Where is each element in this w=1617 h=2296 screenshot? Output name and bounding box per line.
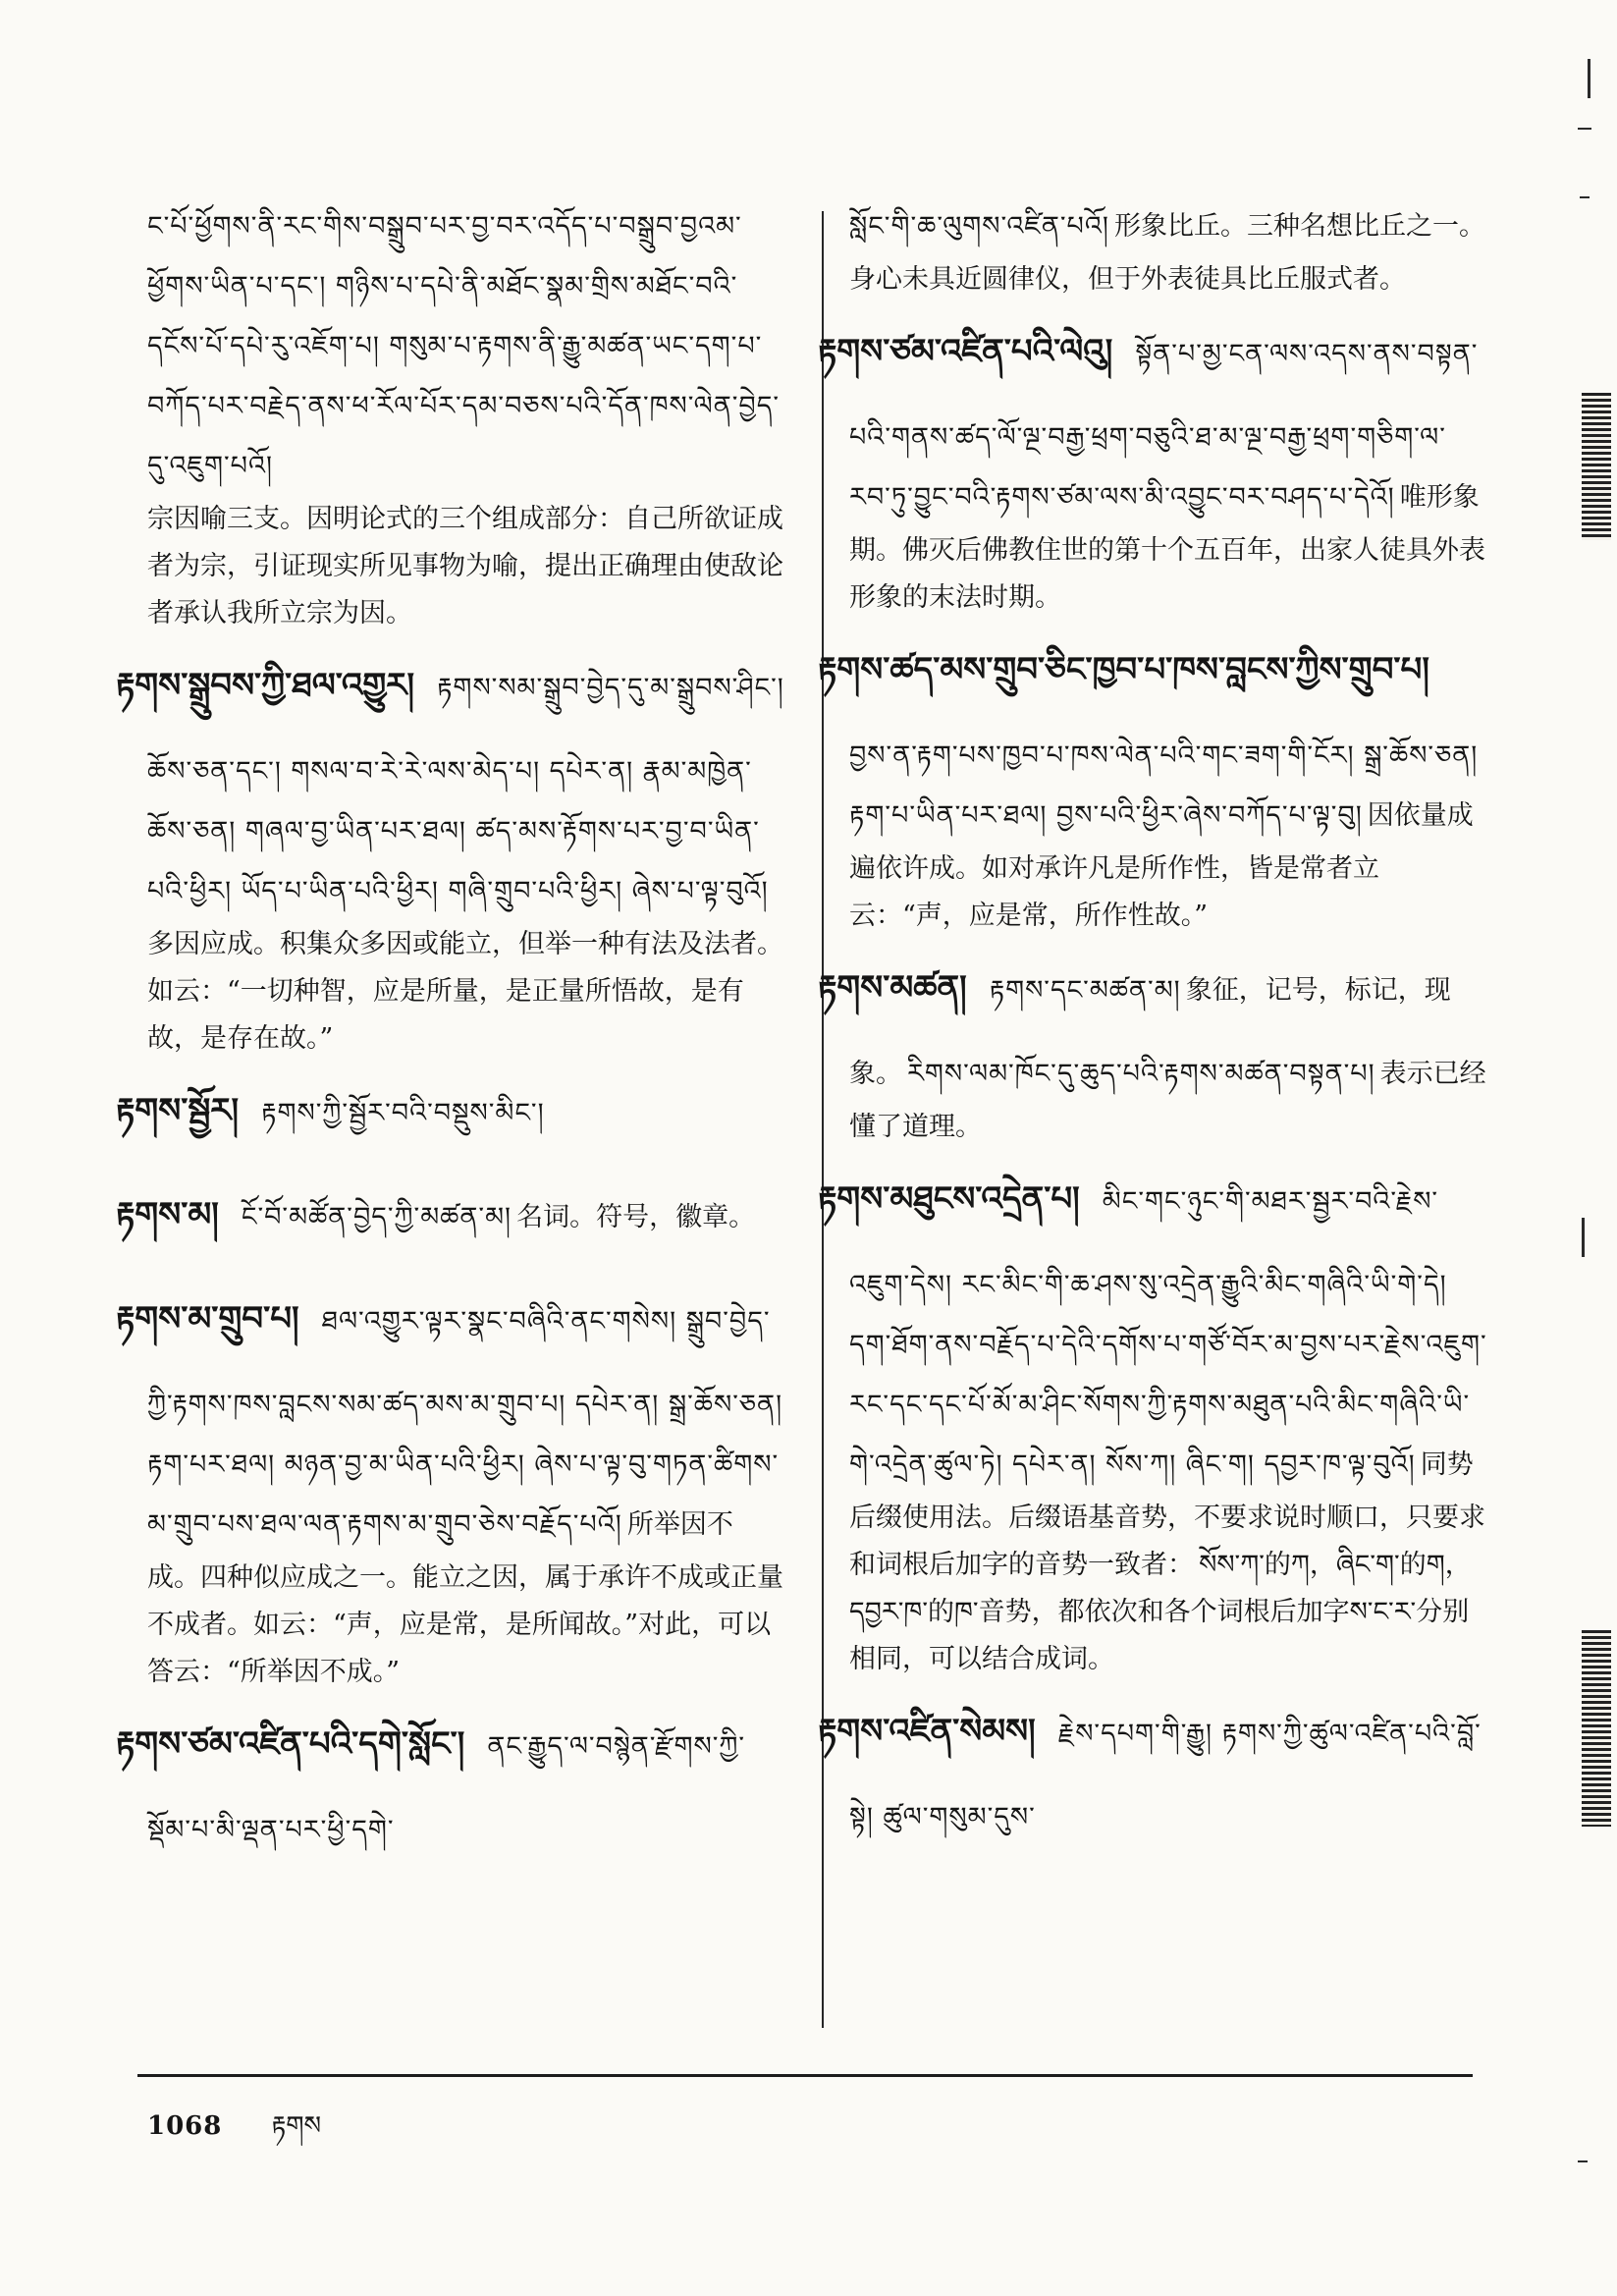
- chinese-definition: 因依量成遍依许成。如对承许凡是所作性，皆是常者立云：“声，应是常，所作性故。”: [849, 800, 1474, 931]
- entry: [116, 1072, 785, 1167]
- headword: རྟགས་ཚད་མས་གྲུབ་ཅིང་ཁྱབ་པ་ཁས་བླངས་ཀྱིས་གྲུབ་པ།: [818, 650, 1429, 689]
- entry: [818, 950, 1487, 1151]
- chinese-definition: 唯形象期。佛灭后佛教住世的第十个五百年，出家人徒具外表形象的末法时期。: [849, 482, 1485, 613]
- entry: [116, 647, 785, 1063]
- entry: [818, 1161, 1487, 1683]
- entry-continuation: [849, 196, 1487, 303]
- chinese-definition: 同势后缀使用法。后缀语基音势，不要求说时顺口，只要求和词根后加字的音势一致者：: [849, 1449, 1485, 1580]
- entry: [116, 1176, 785, 1271]
- chinese-definition: 名词。符号，徽章。: [516, 1202, 756, 1232]
- headword: རྟགས་འཛིན་སེམས།: [818, 1712, 1036, 1751]
- tibetan-definition: རྗེས་དཔག་གི་རྒྱུ། རྟགས་ཀྱི་ཚུལ་འཛིན་པའི་བློ་སྟེ། ཚུལ་གསུམ་དུས་: [849, 1719, 1482, 1832]
- chinese-definition: 形象比丘。三种名想比丘之一。身心未具近圆律仪，但于外表徒具比丘服式者。: [849, 211, 1485, 295]
- tibetan-text: སློང་གི་ཆ་ལུགས་འཛིན་པའོ།: [849, 211, 1109, 242]
- right-column: [818, 196, 1487, 1857]
- headword: རྟགས་སྦྱོར།: [116, 1091, 240, 1130]
- tibetan-definition: ཐལ་འགྱུར་ལྟར་སྣང་བཞིའི་ནང་གསེས། སྒྲུབ་བྱེད་ཀྱི་རྟགས་ཁས་བླངས་སམ་ཚད་མས་མ་གྲུབ་པ། དཔེར་ན། སྒྲ་ཆོས་ཅན། རྟག་པར་ཐལ། མཉན་བྱ་མ་ཡིན་པའི་ཕྱིར། ཞེས་པ་ལྟ་བུ་གཏན་ཚིགས་མ་གྲུབ་པས་ཐལ་ལན་རྟགས་མ་གྲུབ་ཅེས་བརྗོད་པའོ།: [147, 1306, 783, 1540]
- tibetan-definition: ནང་རྒྱུད་ལ་བསྙེན་རྫོགས་ཀྱི་སྡོམ་པ་མི་ལྡན་པར་ཕྱི་དགེ་: [147, 1731, 746, 1845]
- headword: རྟགས་ཙམ་འཛིན་པའི་དགེ་སློང་།: [116, 1724, 465, 1764]
- page-number: 1068: [147, 2111, 223, 2141]
- tibetan-definition: རྟགས་ཀྱི་སྦྱོར་བའི་བསྡུས་མིང་།: [261, 1098, 545, 1128]
- tibetan-example: རིགས་ལམ་ཁོང་དུ་ཆུད་པའི་རྟགས་མཚན་བསྟན་པ།: [907, 1059, 1375, 1089]
- tibetan-definition: རྟགས་སམ་སྒྲུབ་བྱེད་དུ་མ་སྒྲུབས་ཤིང་། ཆོས་ཅན་དང་། གསལ་བ་རེ་རེ་ལས་མེད་པ། དཔེར་ན། རྣམ་མཁྱེན་ཆོས་ཅན། གཞལ་བྱ་ཡིན་པར་ཐལ། ཚད་མས་རྟོགས་པར་བྱ་བ་ཡིན་པའི་ཕྱིར། ཡོད་པ་ཡིན་པའི་ཕྱིར། གཞི་གྲུབ་པའི་ཕྱིར། ཞེས་པ་ལྟ་བུའོ།: [147, 673, 784, 906]
- tibetan-definition: རྟགས་དང་མཚན་མ།: [989, 975, 1181, 1006]
- chinese-definition: 多因应成。积集众多因或能立，但举一种有法及法者。如云：“一切种智，应是所量，是正量所悟故，是有故，是存在故。”: [147, 929, 783, 1054]
- scan-margin-marks: [1558, 0, 1617, 2296]
- footer-rule: [137, 2074, 1473, 2077]
- entry: [818, 313, 1487, 622]
- chinese-definition: 所举因不成。四种似应成之一。能立之因，属于承许不成或正量不成者。如云：“声，应是常，是所闻故。”对此，可以答云：“所举因不成。”: [147, 1509, 783, 1687]
- chinese-definition: 象征，记号，标记，现象。: [849, 975, 1451, 1089]
- chinese-example: 表示已经懂了道理。: [849, 1059, 1486, 1142]
- tibetan-definition: སྟོན་པ་མྱ་ངན་ལས་འདས་ནས་བསྟན་པའི་གནས་ཚད་ལོ་ལྔ་བརྒྱ་ཕྲག་བཅུའི་ཐ་མ་ལྔ་བརྒྱ་ཕྲག་གཅིག་ལ་རབ་ཏུ་བྱུང་བའི་རྟགས་ཙམ་ལས་མི་འབྱུང་བར་བཤད་པ་དེའོ།: [849, 339, 1479, 513]
- headword: རྟགས་མཚན།: [818, 968, 967, 1008]
- headword: རྟགས་མ་གྲུབ་པ།: [116, 1299, 299, 1339]
- entry: [116, 1281, 785, 1696]
- entry: [818, 631, 1487, 940]
- headword: རྟགས་མཐུངས་འདྲེན་པ།: [818, 1179, 1080, 1219]
- running-head: རྟགས: [271, 2111, 322, 2141]
- tibetan-text: ང་པོ་ཕྱོགས་ནི་རང་གིས་བསྒྲུབ་པར་བྱ་བར་འདོད་པ་བསྒྲུབ་བྱའམ་ཕྱོགས་ཡིན་པ་དང་། གཉིས་པ་དཔེ་ནི་མཐོང་སྣམ་གྲིས་མཐོང་བའི་དངོས་པོ་དཔེ་རུ་འཇོག་པ། གསུམ་པ་རྟགས་ནི་རྒྱུ་མཚན་ཡང་དག་པ་བཀོད་པར་བརྗེད་ནས་ཕ་རོལ་པོར་དམ་བཅས་པའི་དོན་ཁས་ལེན་བྱེད་དུ་འཇུག་པའོ།: [147, 211, 780, 481]
- entry: [116, 1706, 785, 1860]
- entry-continuation: [147, 196, 785, 637]
- tibetan-definition: མིང་གང་ཉུང་གི་མཐར་སྦྱར་བའི་རྗེས་འཇུག་དེས། རང་མིང་གི་ཆ་ཤས་སུ་འདྲེན་རྒྱུའི་མིང་གཞིའི་ཡི་གེ་དེ། དག་ཐོག་ནས་བརྗོད་པ་དེའི་དགོས་པ་གཙོ་བོར་མ་བྱས་པར་རྗེས་འཇུག་རང་དང་དང་པོ་མོ་མ་ཤིང་སོགས་ཀྱི་རྟགས་མཐུན་པའི་མིང་གཞིའི་ཡི་གེ་འདྲེན་ཚུལ་ཏེ། དཔེར་ན། སོས་ཀ། ཞིང་ག། དབྱར་ཁ་ལྟ་བུའོ།: [849, 1186, 1487, 1480]
- column-divider: [822, 211, 824, 2028]
- tibetan-definition: ངོ་བོ་མཚོན་བྱེད་ཀྱི་མཚན་མ།: [241, 1202, 512, 1232]
- headword: རྟགས་སྒྲུབས་ཀྱི་ཐལ་འགྱུར།: [116, 666, 414, 705]
- page-footer: [147, 2098, 321, 2169]
- headword: རྟགས་ཙམ་འཛིན་པའི་ལེའུ།: [818, 332, 1113, 371]
- headword: རྟགས་མ།: [116, 1195, 219, 1234]
- left-column: [116, 196, 785, 1870]
- entry: [818, 1693, 1487, 1847]
- tibetan-definition: བྱས་ན་རྟག་པས་ཁྱབ་པ་ཁས་ལེན་པའི་གང་ཟག་གི་ངོར། སྒྲ་ཆོས་ཅན། རྟག་པ་ཡིན་པར་ཐལ། བྱས་པའི་ཕྱིར་ཞེས་བཀོད་པ་ལྟ་བུ།: [849, 740, 1479, 831]
- chinese-definition-continued: སོས་ཀ་的ཀ，ཞིང་ག་的ག，དབྱར་ཁ་的ཁ་音势，都依次和各个词根后加字ས་ང་ར་分别相同，可以结合成词。: [849, 1550, 1472, 1674]
- chinese-definition: 宗因喻三支。因明论式的三个组成部分：自己所欲证成者为宗，引证现实所见事物为喻，提出正确理由使敌论者承认我所立宗为因。: [147, 504, 783, 629]
